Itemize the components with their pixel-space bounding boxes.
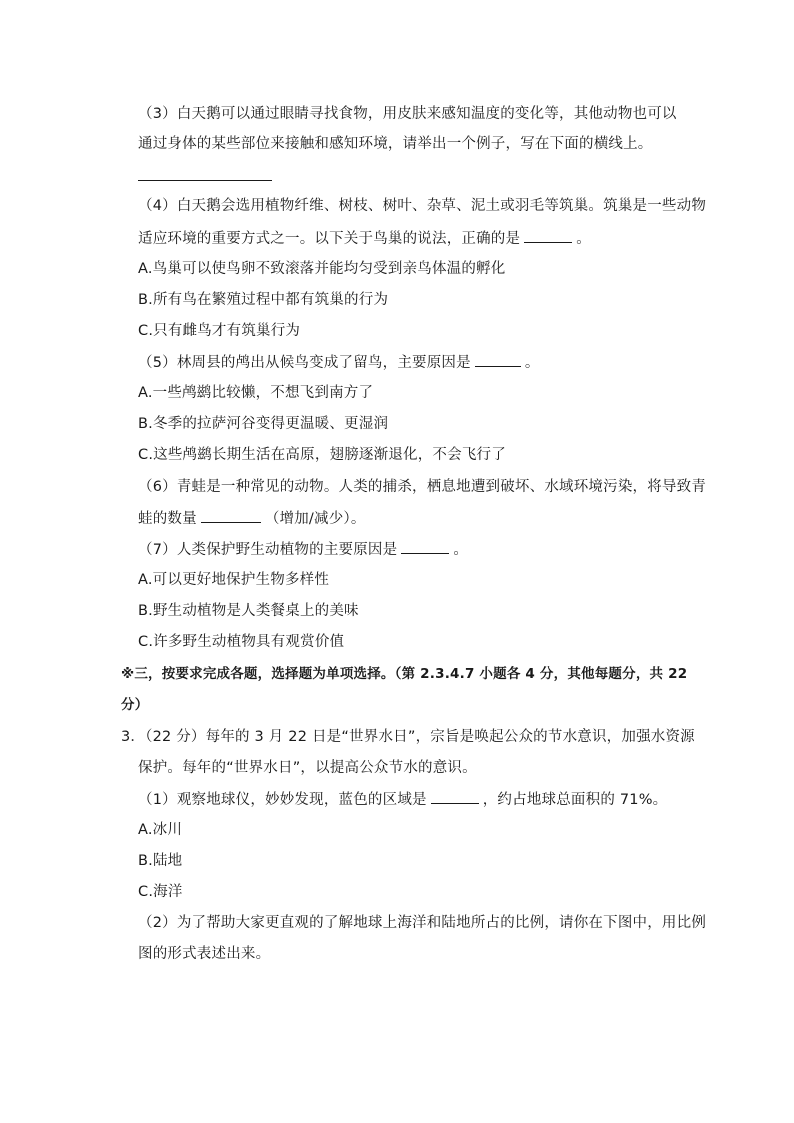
question-4-option-a: A.鸟巢可以使鸟卵不致滚落并能均匀受到亲鸟体温的孵化 (138, 261, 506, 277)
question-4-line-1: （4）白天鹅会选用植物纤维、树枝、树叶、杂草、泥土或羽毛等筑巢。筑巢是一些动物 (138, 198, 707, 214)
question-3-1-option-a: A.冰川 (138, 822, 183, 838)
question-3-2-line-1: （2）为了帮助大家更直观的了解地球上海洋和陆地所占的比例，请你在下图中，用比例 (138, 915, 707, 931)
question-5-option-b: B.冬季的拉萨河谷变得更温暖、更湿润 (138, 416, 389, 432)
section-heading-line-1: ※三，按要求完成各题，选择题为单项选择。（第 2.3.4.7 小题各 4 分，其他每题分，共 22 (121, 666, 688, 682)
question-6-stem: 蛙的数量 (138, 511, 197, 527)
question-3-line-2: 通过身体的某些部位来接触和感知环境，请举出一个例子，写在下面的横线上。 (138, 136, 653, 152)
question-3-1-stem-line (138, 789, 667, 810)
question-7-stem-line (138, 539, 468, 560)
question-5-stem: （5）林周县的鸬出从候鸟变成了留鸟，主要原因是 (138, 355, 471, 371)
question-7-option-a: A.可以更好地保护生物多样性 (138, 572, 330, 588)
question-3-1-stem: （1）观察地球仪，妙妙发现，蓝色的区域是 (138, 792, 427, 808)
question-7-stem-end: 。 (453, 542, 469, 558)
answer-blank[interactable] (475, 352, 521, 367)
answer-blank[interactable] (524, 228, 572, 243)
question-6-line-1: （6）青蛙是一种常见的动物。人类的捕杀，栖息地遭到破坏、水域环境污染，将导致青 (138, 479, 707, 495)
answer-blank[interactable] (431, 789, 479, 804)
question-5-stem-end: 。 (524, 355, 540, 371)
question-5-stem-line (138, 352, 540, 373)
section-heading-line-2: 分） (121, 697, 149, 713)
question-3-main-line-1: 3．（22 分）每年的 3 月 22 日是“世界水日”，宗旨是唤起公众的节水意识，加强水资源 (121, 729, 695, 745)
answer-blank[interactable] (201, 508, 261, 523)
question-3-line-1: （3）白天鹅可以通过眼睛寻找食物，用皮肤来感知温度的变化等，其他动物也可以 (138, 106, 677, 122)
question-7-option-b: B.野生动植物是人类餐桌上的美味 (138, 603, 359, 619)
question-5-option-c: C.这些鸬鹚长期生活在高原，翅膀逐渐退化，不会飞行了 (138, 447, 506, 463)
question-4-stem-end: 。 (576, 231, 591, 247)
question-7-stem: （7）人类保护野生动植物的主要原因是 (138, 542, 398, 558)
answer-blank-line[interactable] (138, 180, 272, 181)
question-3-main-line-2: 保护。每年的“世界水日”，以提高公众节水的意识。 (138, 760, 477, 776)
question-7-option-c: C.许多野生动植物具有观赏价值 (138, 634, 345, 650)
question-4-stem: 适应环境的重要方式之一。以下关于鸟巢的说法，正确的是 (138, 231, 521, 247)
question-4-option-c: C.只有雌鸟才有筑巢行为 (138, 323, 301, 339)
question-6-line-2 (138, 508, 366, 529)
question-3-1-stem-end: ，约占地球总面积的 71%。 (482, 792, 668, 808)
question-4-line-2 (138, 228, 591, 249)
question-4-option-b: B.所有鸟在繁殖过程中都有筑巢的行为 (138, 292, 389, 308)
question-5-option-a: A.一些鸬鹚比较懒，不想飞到南方了 (138, 385, 374, 401)
question-3-2-line-2: 图的形式表述出来。 (138, 946, 271, 962)
question-6-stem-end: （增加/减少）。 (264, 511, 366, 527)
question-3-1-option-c: C.海洋 (138, 884, 183, 900)
answer-blank[interactable] (401, 539, 449, 554)
question-3-1-option-b: B.陆地 (138, 853, 183, 869)
